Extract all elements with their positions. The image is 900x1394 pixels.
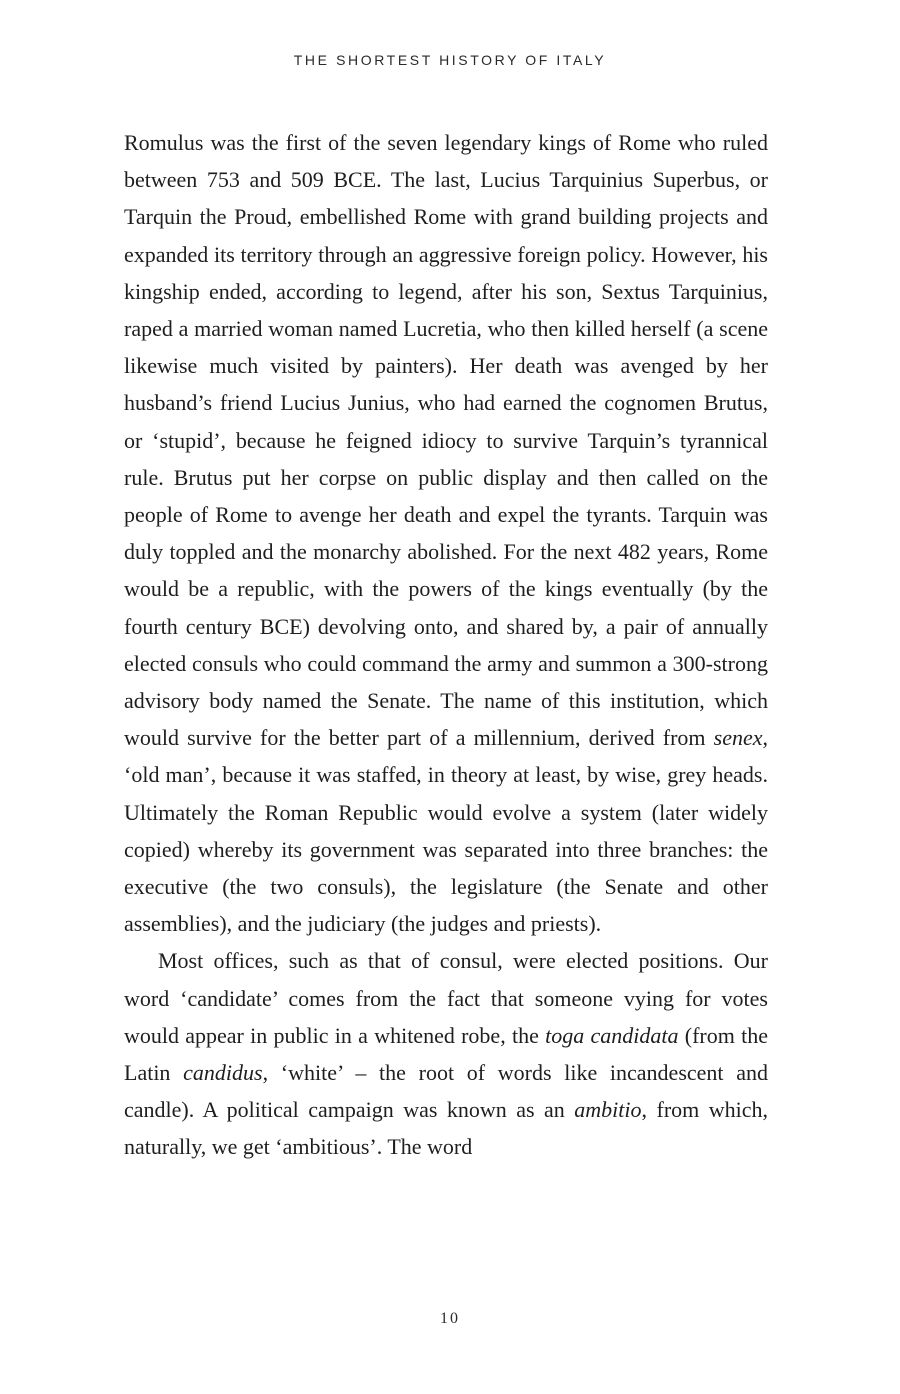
paragraph-2 — [124, 942, 768, 1165]
running-head: THE SHORTEST HISTORY OF ITALY — [293, 52, 607, 68]
page-number: 10 — [440, 1310, 460, 1327]
paragraph-1-text: Romulus was the first of the seven legendary kings of Rome who ruled between 753 and 509 BCE. The last, Lucius Tarquinius Superbus, or Tarquin the Proud, embellished Rome with grand building projects and expanded its territory through an aggressive foreign policy. However, his kingship ended, according to legend, after his son, Sextus Tarquinius, raped a married woman named Lucretia, who then killed herself (a scene likewise much visited by painters). Her death was avenged by her husband’s friend Lucius Junius, who had earned the cognomen Brutus, or ‘stupid’, because he feigned idiocy to survive Tarquin’s tyrannical rule. Brutus put her corpse on public display and then called on the people of Rome to avenge her death and expel the tyrants. Tarquin was duly toppled and the monarchy abolished. For the next 482 years, Rome would be a republic, with the powers of the kings eventually (by the fourth century BCE) devolving onto, and shared by, a pair of annually elected consuls who could command the army and summon a 300-strong advisory body named the Senate. The name of this institution, which would survive for the better part of a millennium, derived from — [124, 130, 768, 751]
paragraph-2-text-4: , from which, naturally, we get ‘ambitious’. The word — [124, 1097, 769, 1160]
paragraph-1 — [124, 124, 768, 942]
paragraph-2-text: Most offices, such as that of consul, were elected positions. Our word ‘candidate’ comes from the fact that someone vying for votes would appear in public in a whitened robe, the — [124, 948, 768, 1048]
paragraph-2-text-3: , ‘white’ – the root of words like incandescent and candle). A political campaign was known as an — [124, 1060, 768, 1123]
paragraph-1-text-2: , ‘old man’, because it was staffed, in theory at least, by wise, grey heads. Ultimately the Roman Republic would evolve a system (later widely copied) whereby its government was separated into three branches: the executive (the two consuls), the legislature (the Senate and other assemblies), and the judiciary (the judges and priests). — [124, 725, 768, 937]
latin-term-ambitio: ambitio — [574, 1097, 642, 1123]
body-text — [124, 124, 768, 1166]
latin-term-senex: senex — [713, 725, 763, 751]
paragraph-2-text-2: (from the Latin — [124, 1022, 769, 1086]
latin-term-toga-candidata: toga candidata — [545, 1022, 679, 1048]
latin-term-candidus: candidus — [183, 1060, 263, 1086]
